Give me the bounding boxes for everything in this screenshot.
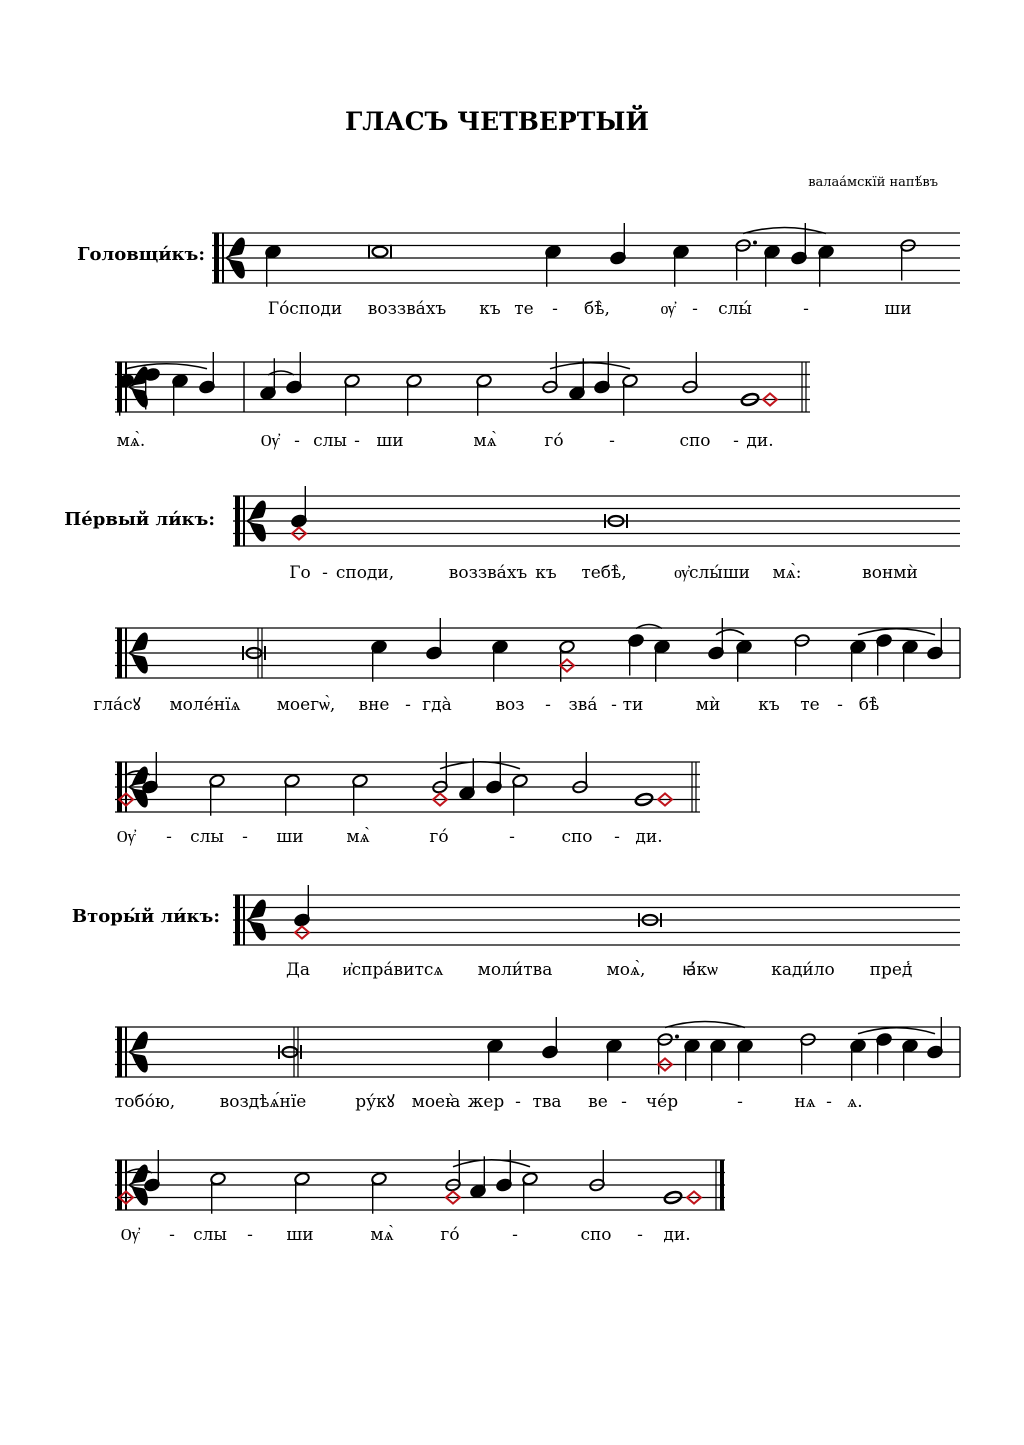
- note-head: [542, 1017, 559, 1059]
- lyric-syllable: ѧ.: [847, 1092, 863, 1112]
- note-head: [682, 352, 699, 394]
- lyric-syllable: пред̾: [869, 960, 913, 980]
- note-head: [673, 245, 690, 287]
- note-head: [445, 1150, 462, 1192]
- lyric-syllable: моегѡ̀,: [276, 695, 336, 715]
- note-head: [487, 1039, 504, 1081]
- slur: [858, 1028, 935, 1034]
- slur: [440, 762, 520, 769]
- hyphen: -: [242, 827, 248, 847]
- lyric-syllable: тебѣ̀,: [581, 563, 627, 583]
- slur: [453, 1160, 530, 1167]
- lyric-syllable: мѝ: [695, 695, 721, 715]
- staff: [115, 618, 960, 682]
- note-head: [406, 374, 423, 416]
- lyric-syllable: ди.: [746, 431, 774, 451]
- note-head: [800, 1032, 817, 1074]
- lyric-syllable: Да: [286, 960, 310, 980]
- note-head: [684, 1039, 701, 1081]
- note-head: [545, 245, 562, 287]
- lyric-syllable: ꙗ҆́кѡ: [682, 960, 718, 980]
- hyphen: -: [405, 695, 411, 715]
- note-head: [476, 374, 493, 416]
- lyric-syllable: нѧ: [794, 1092, 816, 1112]
- note-head: [572, 752, 589, 794]
- note-head: [818, 245, 835, 287]
- lyric-syllable: го́: [440, 1225, 460, 1245]
- lyric-syllable: ши: [884, 299, 912, 319]
- lyric-syllable: Ѹ҆: [116, 827, 136, 847]
- note-head: [764, 245, 781, 287]
- note-head: [470, 1156, 487, 1198]
- lyric-syllable: къ: [479, 299, 501, 319]
- note-head: [710, 1039, 727, 1081]
- lyric-syllable: спо: [580, 1225, 612, 1245]
- note-head: [352, 774, 369, 816]
- note-head: [902, 1039, 919, 1081]
- note-head: [794, 633, 811, 675]
- lyric-syllable: ру́кꙋ: [355, 1092, 395, 1112]
- staff: [115, 352, 810, 416]
- final-barline: [720, 1160, 724, 1210]
- hyphen: -: [545, 695, 551, 715]
- lyric-syllable: и҆спра́витсѧ: [342, 960, 444, 980]
- hyphen: -: [837, 695, 843, 715]
- note-head: [708, 618, 725, 660]
- hyphen: -: [803, 299, 809, 319]
- lyric-syllable: споди,: [335, 563, 395, 583]
- lyric-syllable: гла́сꙋ: [93, 695, 141, 715]
- note-head: [371, 1172, 388, 1214]
- note-head: [927, 1017, 944, 1059]
- note-head: [737, 1039, 754, 1081]
- attribution: валаа́мскїй напѣ́въ: [808, 175, 938, 190]
- hyphen: -: [169, 1225, 175, 1245]
- lyric-syllable: слы́: [718, 299, 752, 319]
- note-head: [260, 358, 277, 400]
- note-head: [210, 1172, 227, 1214]
- hyphen: -: [737, 1092, 743, 1112]
- lyric-syllable: ти: [622, 695, 644, 715]
- staff: [233, 486, 960, 546]
- note-head: [606, 1039, 623, 1081]
- lyrics: [93, 299, 918, 1245]
- note-head: [927, 618, 944, 660]
- staff: [115, 1150, 725, 1214]
- lyric-syllable: Го́споди: [267, 299, 343, 319]
- lyric-syllable: зва́: [568, 695, 598, 715]
- note-head: [735, 238, 757, 280]
- lyric-syllable: те: [514, 299, 534, 319]
- note-head: [610, 223, 627, 265]
- note-head: [654, 640, 671, 682]
- lyric-syllable: тобо́ю,: [114, 1092, 176, 1112]
- lyric-syllable: ди.: [663, 1225, 691, 1245]
- lyric-syllable: воздѣѧ́нїе: [219, 1092, 307, 1112]
- hyphen: -: [614, 827, 620, 847]
- hyphen: -: [552, 299, 558, 319]
- lyric-syllable: го́: [544, 431, 564, 451]
- hyphen: -: [826, 1092, 832, 1112]
- staves: [115, 223, 960, 1214]
- lyric-syllable: Ѹ҆: [120, 1225, 140, 1245]
- note-head: [589, 1150, 606, 1192]
- part-label-golovshchik: Головщи́къ:: [77, 244, 205, 265]
- note-head: [199, 352, 216, 394]
- note-head: [542, 352, 559, 394]
- lyric-syllable: слы: [313, 431, 347, 451]
- note-head: [294, 885, 311, 927]
- slur: [858, 629, 935, 635]
- note-head: [512, 774, 529, 816]
- note-head: [900, 238, 917, 280]
- hyphen: -: [354, 431, 360, 451]
- note-head: [876, 633, 893, 675]
- hyphen: -: [509, 827, 515, 847]
- note-head: [876, 1032, 893, 1074]
- lyric-syllable: кади́ло: [771, 960, 835, 980]
- lyric-syllable: бѣ̀: [858, 695, 880, 715]
- hyphen: -: [692, 299, 698, 319]
- lyric-syllable: воз: [495, 695, 525, 715]
- lyric-syllable: воззва́хъ: [367, 299, 447, 319]
- note-head: [344, 374, 361, 416]
- lyric-syllable: моле́нїѧ: [169, 695, 241, 715]
- note-head: [594, 352, 611, 394]
- lyric-syllable: те: [800, 695, 820, 715]
- lyric-syllable: воззва́хъ: [448, 563, 528, 583]
- lyric-syllable: Ѹ҆: [260, 431, 280, 451]
- lyric-syllable: жер: [467, 1092, 505, 1112]
- lyric-syllable: слы: [193, 1225, 227, 1245]
- lyric-syllable: спо: [679, 431, 711, 451]
- slur: [126, 364, 207, 369]
- breve-note-icon: [368, 245, 392, 259]
- note-head: [902, 640, 919, 682]
- lyric-syllable: ши: [276, 827, 304, 847]
- hyphen: -: [166, 827, 172, 847]
- note-head: [496, 1150, 513, 1192]
- lyric-syllable: ве: [588, 1092, 608, 1112]
- note-head: [736, 640, 753, 682]
- part-label-first-choir: Пе́рвый ли́къ:: [64, 509, 215, 530]
- lyric-syllable: моеꙗ̀: [411, 1092, 461, 1112]
- lyric-syllable: мѧ̀: [370, 1225, 394, 1245]
- note-head: [265, 245, 282, 287]
- lyric-syllable: вне: [358, 695, 390, 715]
- lyric-syllable: вонмѝ: [862, 563, 918, 583]
- note-head: [209, 774, 226, 816]
- note-head: [492, 640, 509, 682]
- lyric-syllable: къ: [758, 695, 780, 715]
- lyric-syllable: ди.: [635, 827, 663, 847]
- staff: [115, 752, 700, 816]
- slur: [716, 630, 744, 635]
- note-head: [291, 486, 308, 528]
- note-head: [850, 640, 867, 682]
- part-label-second-choir: Вторы́й ли́къ:: [71, 906, 220, 927]
- lyric-syllable: че́р: [645, 1092, 679, 1112]
- hyphen: -: [621, 1092, 627, 1112]
- lyric-syllable: къ: [535, 563, 557, 583]
- lyric-syllable: мѧ̀.: [116, 431, 146, 451]
- lyric-syllable: ши: [376, 431, 404, 451]
- note-head: [850, 1039, 867, 1081]
- lyric-syllable: мѧ̀:: [772, 563, 802, 583]
- hyphen: -: [247, 1225, 253, 1245]
- hyphen: -: [611, 695, 617, 715]
- note-head: [628, 633, 645, 675]
- note-head: [522, 1172, 539, 1214]
- lyric-syllable: ѹ҆слы́ши: [674, 563, 750, 583]
- note-head: [144, 367, 161, 409]
- note-head: [486, 752, 503, 794]
- lyric-syllable: мѧ̀: [346, 827, 370, 847]
- lyric-syllable: бѣ̀,: [584, 299, 610, 319]
- lyric-syllable: моли́тва: [477, 960, 553, 980]
- staff: [233, 885, 960, 945]
- hyphen: -: [637, 1225, 643, 1245]
- note-head: [371, 640, 388, 682]
- staff: [115, 1017, 960, 1081]
- note-head: [426, 618, 443, 660]
- slur: [550, 363, 630, 369]
- lyric-syllable: Го: [289, 563, 311, 583]
- hyphen: -: [733, 431, 739, 451]
- lyric-syllable: мѧ̀: [473, 431, 497, 451]
- hyphen: -: [294, 431, 300, 451]
- lyric-syllable: ѹ҆: [660, 299, 676, 319]
- note-head: [172, 374, 189, 416]
- hyphen: -: [609, 431, 615, 451]
- note-head: [432, 752, 449, 794]
- lyric-syllable: го́: [429, 827, 449, 847]
- page-title: ГЛАСЪ ЧЕТВЕРТЫЙ: [345, 107, 649, 136]
- note-head: [284, 774, 301, 816]
- hyphen: -: [512, 1225, 518, 1245]
- lyric-syllable: тва: [532, 1092, 562, 1112]
- lyric-syllable: гда̀: [422, 695, 452, 715]
- lyric-syllable: ши: [286, 1225, 314, 1245]
- note-head: [622, 374, 639, 416]
- note-head: [459, 758, 476, 800]
- staff: [212, 223, 960, 287]
- lyric-syllable: спо: [561, 827, 593, 847]
- lyric-syllable: моѧ̀,: [606, 960, 646, 980]
- hyphen: -: [515, 1092, 521, 1112]
- note-head: [294, 1172, 311, 1214]
- lyric-syllable: слы: [190, 827, 224, 847]
- hyphen: -: [322, 563, 328, 583]
